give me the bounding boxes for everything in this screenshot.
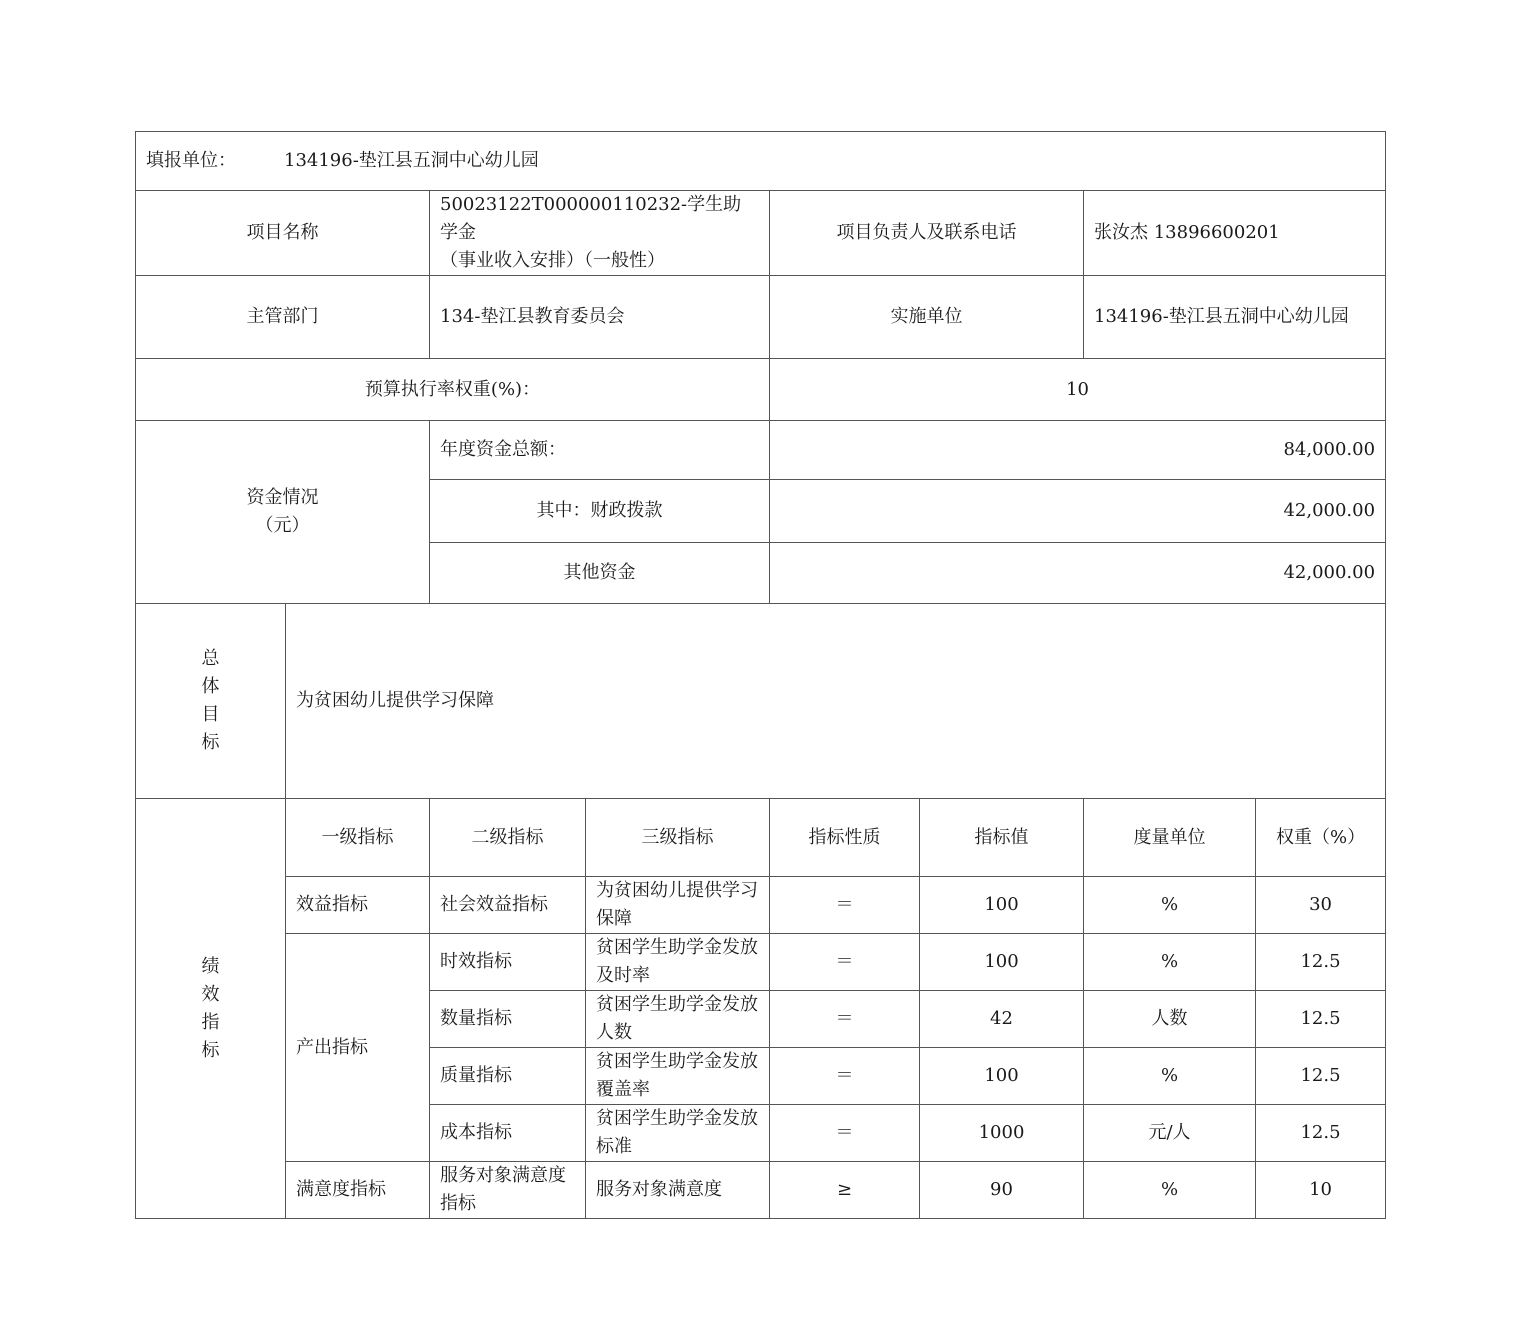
project-name-label: 项目名称 <box>136 191 430 276</box>
indicator-nature: ＝ <box>770 991 920 1048</box>
indicator-level1: 效益指标 <box>286 877 430 934</box>
indicator-nature: ＝ <box>770 1048 920 1105</box>
indicator-level2: 服务对象满意度指标 <box>430 1162 586 1219</box>
indicator-row <box>136 877 1386 934</box>
indicator-level1: 产出指标 <box>286 934 430 1162</box>
project-name-row <box>136 191 1386 276</box>
column-header-value: 指标值 <box>920 799 1084 877</box>
performance-indicator-label-char: 绩 <box>201 955 220 977</box>
implementing-unit-label: 实施单位 <box>770 276 1084 359</box>
department-label: 主管部门 <box>136 276 430 359</box>
indicator-level3: 服务对象满意度 <box>586 1162 770 1219</box>
funds-other-value: 42,000.00 <box>770 543 1386 604</box>
indicator-weight: 12.5 <box>1256 1048 1386 1105</box>
indicator-value: 100 <box>920 934 1084 991</box>
budget-weight-label: 预算执行率权重(%)： <box>136 359 770 421</box>
indicator-weight: 10 <box>1256 1162 1386 1219</box>
column-header-unit: 度量单位 <box>1084 799 1256 877</box>
column-header-weight: 权重（%） <box>1256 799 1386 877</box>
column-header-level3: 三级指标 <box>586 799 770 877</box>
indicator-value: 42 <box>920 991 1084 1048</box>
funds-other-label: 其他资金 <box>430 543 770 604</box>
indicator-unit: % <box>1084 1048 1256 1105</box>
overall-goal-label-char: 体 <box>201 676 220 697</box>
indicator-level2: 社会效益指标 <box>430 877 586 934</box>
funds-total-label: 年度资金总额： <box>430 421 770 480</box>
indicator-unit: % <box>1084 877 1256 934</box>
funds-fiscal-label: 其中：财政拨款 <box>430 480 770 543</box>
indicator-header-row <box>136 799 1386 877</box>
project-name-value-line1: 50023122T000000110232-学生助学金 <box>440 194 742 243</box>
performance-indicator-label-char: 指 <box>201 1011 220 1033</box>
implementing-unit-value: 134196-垫江县五洞中心幼儿园 <box>1084 276 1386 359</box>
reporting-unit-cell <box>136 132 1386 191</box>
funds-total-value: 84,000.00 <box>770 421 1386 480</box>
overall-goal-label-char: 标 <box>201 732 220 753</box>
indicator-value: 1000 <box>920 1105 1084 1162</box>
indicator-row <box>136 934 1386 991</box>
indicator-value: 100 <box>920 877 1084 934</box>
reporting-unit-value: 134196-垫江县五洞中心幼儿园 <box>284 150 539 171</box>
reporting-unit-label: 填报单位： <box>146 150 236 171</box>
indicator-level2: 成本指标 <box>430 1105 586 1162</box>
indicator-level3: 贫困学生助学金发放标准 <box>586 1105 770 1162</box>
performance-indicator-label-char: 效 <box>201 983 220 1005</box>
indicator-unit: % <box>1084 1162 1256 1219</box>
overall-goal-label-char: 目 <box>201 704 220 725</box>
indicator-value: 100 <box>920 1048 1084 1105</box>
funds-label <box>136 421 430 604</box>
column-header-nature: 指标性质 <box>770 799 920 877</box>
indicator-value: 90 <box>920 1162 1084 1219</box>
column-header-level1: 一级指标 <box>286 799 430 877</box>
indicator-level2: 时效指标 <box>430 934 586 991</box>
project-leader-label: 项目负责人及联系电话 <box>770 191 1084 276</box>
project-name-value <box>430 191 770 276</box>
column-header-level2: 二级指标 <box>430 799 586 877</box>
funds-label-line2: （元） <box>255 515 310 536</box>
indicator-nature: ＝ <box>770 877 920 934</box>
indicator-level2: 质量指标 <box>430 1048 586 1105</box>
indicator-level3: 贫困学生助学金发放人数 <box>586 991 770 1048</box>
overall-goal-label <box>136 604 286 799</box>
overall-goal-row <box>136 604 1386 799</box>
indicator-weight: 12.5 <box>1256 1105 1386 1162</box>
indicator-level2: 数量指标 <box>430 991 586 1048</box>
indicator-unit: % <box>1084 934 1256 991</box>
indicator-nature: ＝ <box>770 1105 920 1162</box>
performance-indicator-label <box>136 799 286 1219</box>
department-row <box>136 276 1386 359</box>
indicator-level3: 为贫困幼儿提供学习保障 <box>586 877 770 934</box>
indicator-level3: 贫困学生助学金发放覆盖率 <box>586 1048 770 1105</box>
project-leader-value: 张汝杰 13896600201 <box>1084 191 1386 276</box>
budget-weight-row <box>136 359 1386 421</box>
indicator-level1: 满意度指标 <box>286 1162 430 1219</box>
indicator-row <box>136 1162 1386 1219</box>
indicator-weight: 12.5 <box>1256 934 1386 991</box>
department-value: 134-垫江县教育委员会 <box>430 276 770 359</box>
performance-target-form <box>135 131 1386 1219</box>
funds-fiscal-value: 42,000.00 <box>770 480 1386 543</box>
indicator-level3: 贫困学生助学金发放及时率 <box>586 934 770 991</box>
performance-indicator-label-char: 标 <box>201 1039 220 1061</box>
indicator-unit: 人数 <box>1084 991 1256 1048</box>
reporting-unit-row <box>136 132 1386 191</box>
overall-goal-text: 为贫困幼儿提供学习保障 <box>286 604 1386 799</box>
indicator-nature: ≥ <box>770 1162 920 1219</box>
indicator-weight: 12.5 <box>1256 991 1386 1048</box>
indicator-unit: 元/人 <box>1084 1105 1256 1162</box>
funds-total-row <box>136 421 1386 480</box>
indicator-nature: ＝ <box>770 934 920 991</box>
budget-weight-value: 10 <box>770 359 1386 421</box>
indicator-weight: 30 <box>1256 877 1386 934</box>
overall-goal-label-char: 总 <box>201 648 220 669</box>
funds-label-line1: 资金情况 <box>246 487 319 508</box>
project-name-value-line2: （事业收入安排）（一般性） <box>440 250 665 271</box>
